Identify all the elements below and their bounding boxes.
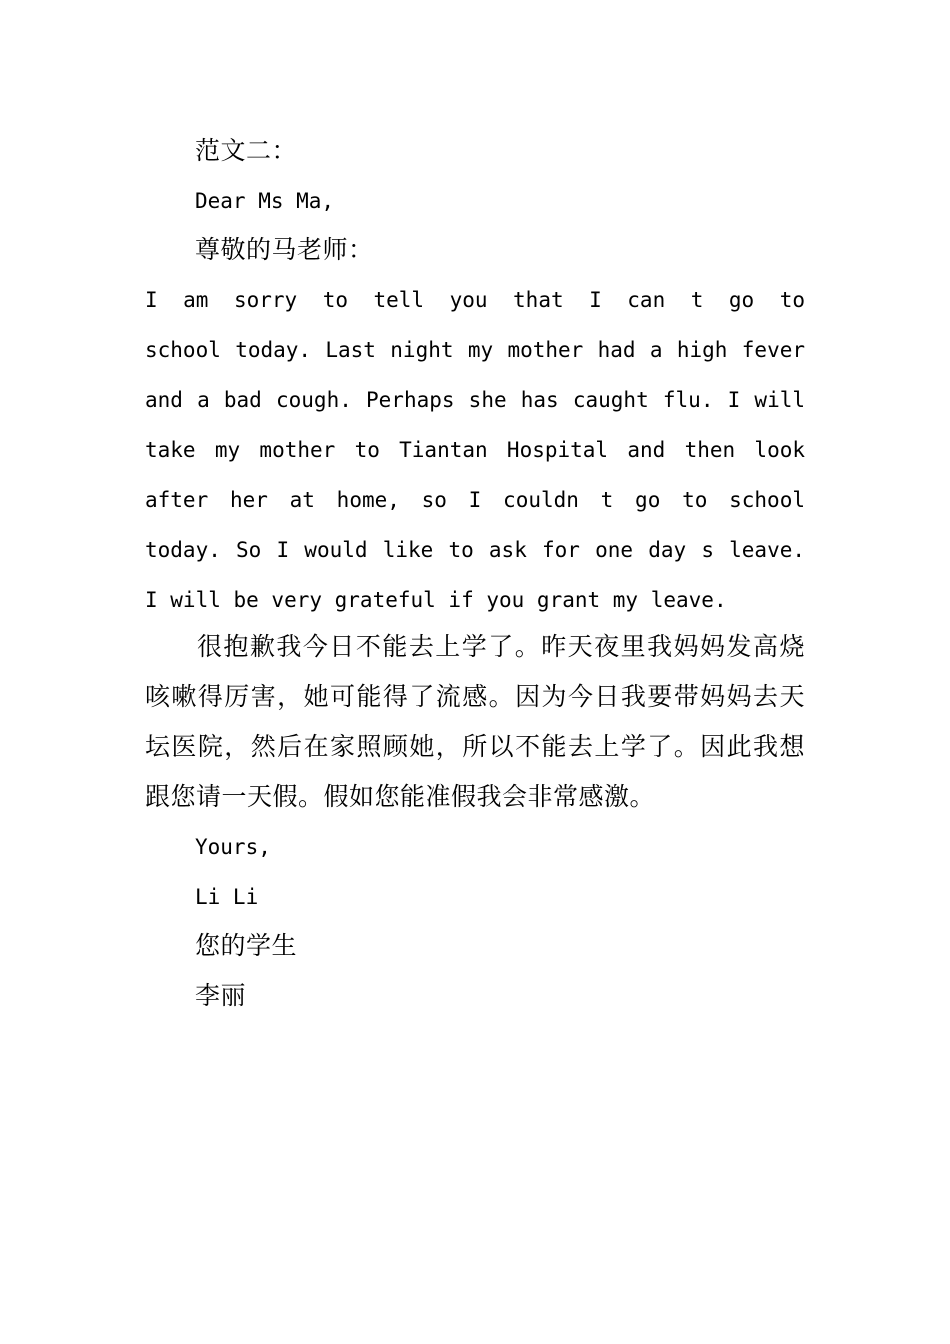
closing-english: Yours, <box>195 835 271 859</box>
body-zh-line-4: 跟您请一天假。假如您能准假我会非常感激。 <box>145 782 656 811</box>
section-heading: 范文二： <box>195 136 298 165</box>
body-zh-line-1: 很抱歉我今日不能去上学了。昨天夜里我妈妈发高烧 <box>197 632 805 661</box>
closing-chinese: 您的学生 <box>195 931 298 960</box>
body-en-line-7: I will be very grateful if you grant my leave. <box>145 588 727 612</box>
body-en-line-2: school today. Last night my mother had a high fever <box>145 338 805 362</box>
body-en-line-1: I am sorry to tell you that I can t go to <box>145 288 805 312</box>
body-en-line-4: take my mother to Tiantan Hospital and then look <box>145 438 805 462</box>
body-zh-line-2: 咳嗽得厉害，她可能得了流感。因为今日我要带妈妈去天 <box>145 682 805 711</box>
body-en-line-6: today. So I would like to ask for one day s leave. <box>145 538 805 562</box>
letter-body-chinese <box>145 622 805 822</box>
body-zh-line-3: 坛医院，然后在家照顾她，所以不能去上学了。因此我想 <box>145 732 805 761</box>
greeting-english: Dear Ms Ma, <box>195 189 335 213</box>
letter-body-english <box>145 275 805 625</box>
body-en-line-5: after her at home, so I couldn t go to school <box>145 488 805 512</box>
signature-chinese: 李丽 <box>195 981 247 1010</box>
greeting-chinese: 尊敬的马老师： <box>195 235 374 264</box>
body-en-line-3: and a bad cough. Perhaps she has caught flu. I will <box>145 388 805 412</box>
signature-english: Li Li <box>195 885 259 909</box>
